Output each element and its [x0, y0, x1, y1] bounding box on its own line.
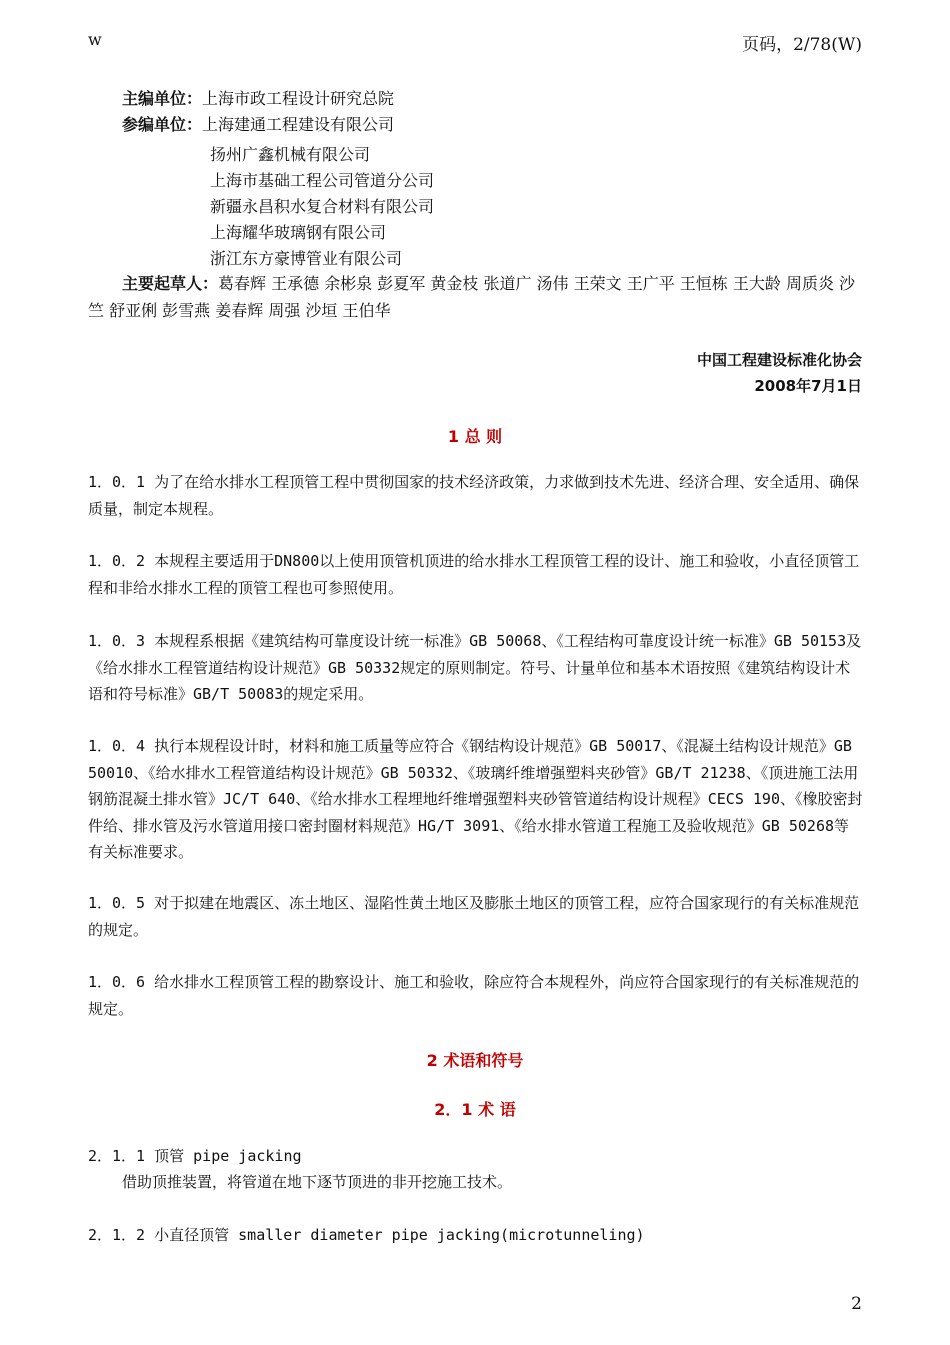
- clause-1-0-3: 1．0．3 本规程系根据《建筑结构可靠度设计统一标准》GB 50068、《工程结构可靠度设计统一标准》GB 50153及《给水排水工程管道结构设计规范》GB 50332规定的原则制定。符号、计量单位和基本术语按照《建筑结构设计术语和符号标准》GB/T 50083的规定采用。: [88, 632, 862, 703]
- participating-editor-item: 新疆永昌积水复合材料有限公司: [210, 197, 435, 216]
- clause-1-0-6: 1．0．6 给水排水工程顶管工程的勘察设计、施工和验收，除应符合本规程外，尚应符合国家现行的有关标准规范的规定。: [88, 973, 860, 1018]
- participating-editor-item: 上海市基础工程公司管道分公司: [210, 171, 435, 190]
- participating-editor-item: 扬州广鑫机械有限公司: [210, 145, 371, 164]
- participating-editor-label: 参编单位：: [122, 115, 203, 134]
- participating-editor-value: 上海建通工程建设有限公司: [202, 115, 395, 134]
- page-number: 2: [851, 1294, 862, 1314]
- header-left-mark: w: [88, 30, 102, 49]
- main-drafters-label: 主要起草人：: [122, 274, 219, 293]
- term-2-1-2: 2．1．2 小直径顶管 smaller diameter pipe jacking(microtunneling): [88, 1226, 645, 1244]
- main-drafters: [88, 270, 863, 324]
- section-2-title: 2 术语和符号: [426, 1051, 524, 1070]
- section-1-title: 1 总 则: [447, 427, 503, 446]
- clause-1-0-2: 1．0．2 本规程主要适用于DN800以上使用顶管机顶进的给水排水工程顶管工程的设计、施工和验收，小直径顶管工程和非给水排水工程的顶管工程也可参照使用。: [88, 552, 860, 597]
- chief-editor-label: 主编单位：: [122, 89, 203, 108]
- term-2-1-1-definition: 借助顶推装置，将管道在地下逐节顶进的非开挖施工技术。: [122, 1173, 513, 1191]
- issue-date: 2008年7月1日: [754, 377, 862, 395]
- main-drafters-value: 葛春辉 王承德 余彬泉 彭夏军 黄金枝 张道广 汤伟 王荣文 王广平 王恒栋 王大龄 周质炎 沙竺 舒亚俐 彭雪燕 姜春辉 周强 沙垣 王伯华: [88, 274, 856, 320]
- clause-1-0-1: 1．0．1 为了在给水排水工程顶管工程中贯彻国家的技术经济政策，力求做到技术先进、经济合理、安全适用、确保质量，制定本规程。: [88, 473, 860, 518]
- clause-1-0-5: 1．0．5 对于拟建在地震区、冻土地区、湿陷性黄土地区及膨胀土地区的顶管工程，应符合国家现行的有关标准规范的规定。: [88, 894, 860, 939]
- section-2-1-title: 2．1 术 语: [434, 1100, 516, 1119]
- chief-editor-line: [122, 86, 394, 112]
- clause-1-0-4: 1．0．4 执行本规程设计时，材料和施工质量等应符合《钢结构设计规范》GB 50017、《混凝土结构设计规范》GB 50010、《给水排水工程管道结构设计规范》GB 50332、《玻璃纤维增强塑料夹砂管》GB/T 21238、《顶进施工法用钢筋混凝土排水管》JC/T 640、《给水排水工程埋地纤维增强塑料夹砂管管道结构设计规程》CECS 190、《橡胶密封件给、排水管及污水管道用接口密封圈材料规范》HG/T 3091、《给水排水管道工程施工及验收规范》GB 50268等有关标准要求。: [88, 737, 863, 861]
- organization-name: 中国工程建设标准化协会: [696, 351, 862, 369]
- term-2-1-1: 2．1．1 顶管 pipe jacking: [88, 1147, 302, 1165]
- participating-editor-item: 浙江东方豪博管业有限公司: [210, 249, 403, 268]
- chief-editor-value: 上海市政工程设计研究总院: [202, 89, 395, 108]
- participating-editor-line: [122, 112, 394, 138]
- header-page-indicator: 页码，2/78(W): [742, 35, 862, 55]
- participating-editor-item: 上海耀华玻璃钢有限公司: [210, 223, 387, 242]
